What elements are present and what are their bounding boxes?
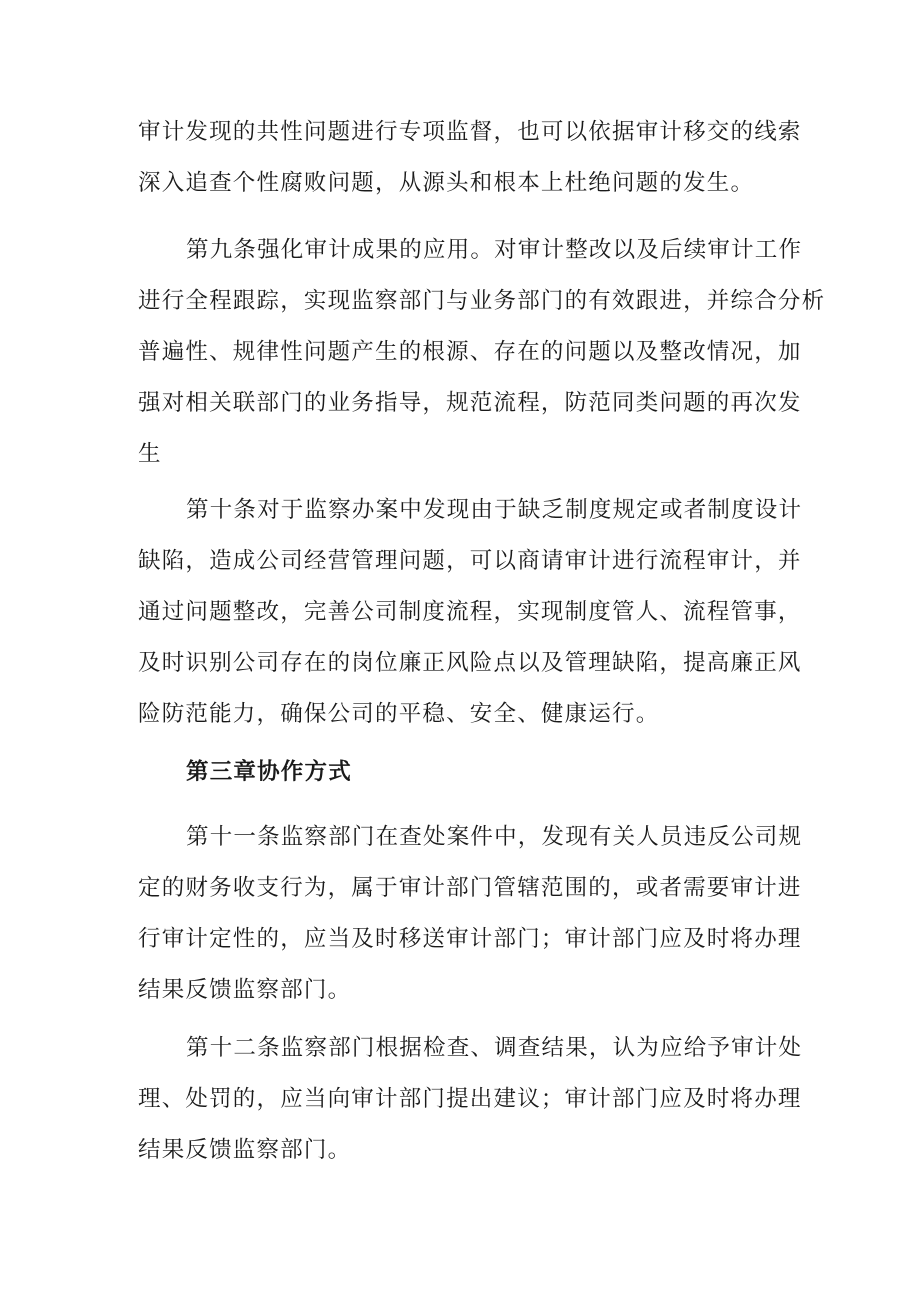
text-line: 行审计定性的，应当及时移送审计部门；审计部门应及时将办理: [138, 926, 802, 952]
text-line: 第十一条监察部门在查处案件中，发现有关人员违反公司规: [186, 824, 803, 850]
text-line: 定的财务收支行为，属于审计部门管辖范围的，或者需要审计进: [138, 875, 802, 901]
text-line: 通过问题整改，完善公司制度流程，实现制度管人、流程管事，: [138, 599, 802, 625]
article-12-paragraph: [138, 1023, 803, 1176]
article-11-paragraph: [138, 812, 803, 1016]
text-line: 结果反馈监察部门。: [138, 977, 352, 1003]
text-line: 第十二条监察部门根据检查、调查结果，认为应给予审计处: [186, 1035, 803, 1061]
text-line: 第十条对于监察办案中发现由于缺乏制度规定或者制度设计: [186, 497, 803, 523]
text-line: 生: [138, 441, 162, 467]
text-line: 普遍性、规律性问题产生的根源、存在的问题以及整改情况，加: [138, 339, 802, 365]
text-line: 理、处罚的，应当向审计部门提出建议；审计部门应及时将办理: [138, 1086, 802, 1112]
text-line: 险防范能力，确保公司的平稳、安全、健康运行。: [138, 701, 660, 727]
chapter-heading: 第三章协作方式: [186, 759, 352, 785]
text-line: 缺陷，造成公司经营管理问题，可以商请审计进行流程审计，并: [138, 548, 802, 574]
text-line: 及时识别公司存在的岗位廉正风险点以及管理缺陷，提高廉正风: [138, 650, 802, 676]
text-line: 结果反馈监察部门。: [138, 1137, 352, 1163]
text-line: 进行全程跟踪，实现监察部门与业务部门的有效跟进，并综合分析: [138, 288, 826, 314]
text-line: 深入追查个性腐败问题，从源头和根本上杜绝问题的发生。: [138, 170, 755, 196]
article-10-paragraph: [138, 485, 803, 740]
paragraph-continuation: [138, 107, 802, 209]
article-9-paragraph: [138, 225, 826, 480]
text-line: 审计发现的共性问题进行专项监督，也可以依据审计移交的线索: [138, 119, 802, 145]
text-line: 第九条强化审计成果的应用。对审计整改以及后续审计工作: [186, 237, 803, 263]
text-line: 强对相关联部门的业务指导，规范流程，防范同类问题的再次发: [138, 390, 802, 416]
